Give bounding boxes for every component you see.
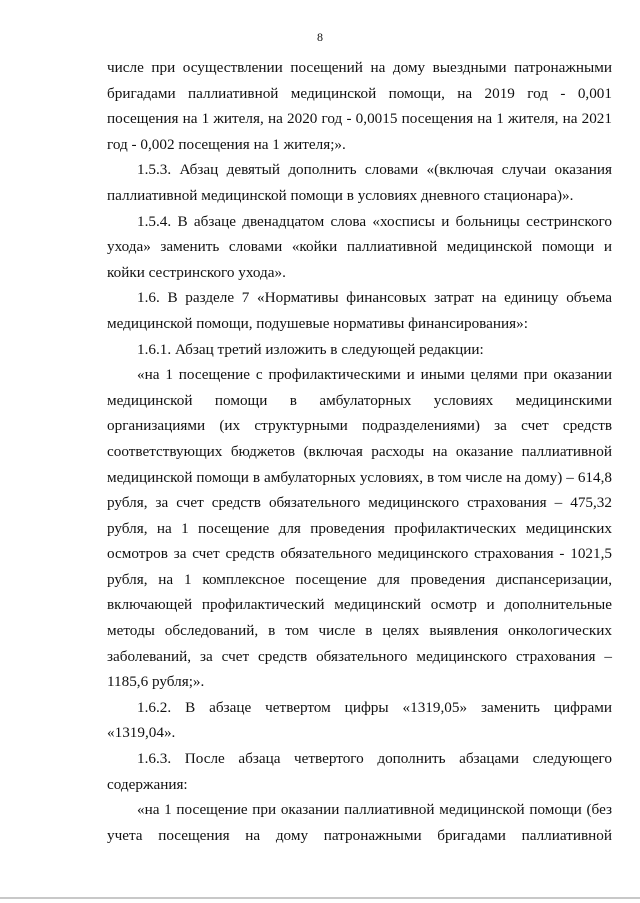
document-body [107,55,612,848]
paragraph-1-5-4: 1.5.4. В абзаце двенадцатом слова «хосписы и больницы сестринского ухода» заменить словами «койки паллиативной медицинской помощи и койки сестринского ухода». [107,212,612,281]
paragraph-1-6-1: 1.6.1. Абзац третий изложить в следующей редакции: [137,340,484,358]
page-number: 8 [317,30,323,44]
paragraph-1-6-2: 1.6.2. В абзаце четвертом цифры «1319,05» заменить цифрами «1319,04». [107,698,612,742]
paragraph-1-5-3: 1.5.3. Абзац девятый дополнить словами «(включая случаи оказания паллиативной медицинской помощи в условиях дневного стационара)». [107,161,612,204]
paragraph-1-6-3: 1.6.3. После абзаца четвертого дополнить абзацами следующего содержания: [107,750,612,793]
paragraph-1-6: 1.6. В разделе 7 «Нормативы финансовых затрат на единицу объема медицинской помощи, подушевые нормативы финансирования»: [107,289,612,332]
paragraph-quoted-palliative: «на 1 посещение при оказании паллиативной медицинской помощи (без учета посещения на дому патронажными бригадами паллиативной [107,801,612,844]
paragraph-quoted-norms: «на 1 посещение с профилактическими и иными целями при оказании медицинской помощи в амбулаторных условиях медицинскими организациями (их структурными подразделениями) за счет средств соответствующих бюджетов (включая расходы на оказание паллиативной медицинской помощи в амбулаторных условиях, в том числе на дому) – 614,8 рубля, за счет средств обязательного медицинского страхования – 475,32 рубля, на 1 посещение для проведения профилактических медицинских осмотров за счет средств обязательного медицинского страхования - 1021,5 рубля, на 1 комплексное посещение для проведения диспансеризации, включающей профилактический медицинский осмотр и дополнительные методы обследований, в том числе в целях выявления онкологических заболеваний, за счет средств обязательного медицинского страхования – 1185,6 рубля;». [107,366,612,691]
paragraph-continuation: числе при осуществлении посещений на дому выездными патронажными бригадами паллиативной медицинской помощи, на 2019 год - 0,001 посещения на 1 жителя, на 2020 год - 0,0015 посещения на 1 жителя, на 2021 год - 0,002 посещения на 1 жителя;». [107,59,612,153]
page-bottom-edge [0,897,640,899]
